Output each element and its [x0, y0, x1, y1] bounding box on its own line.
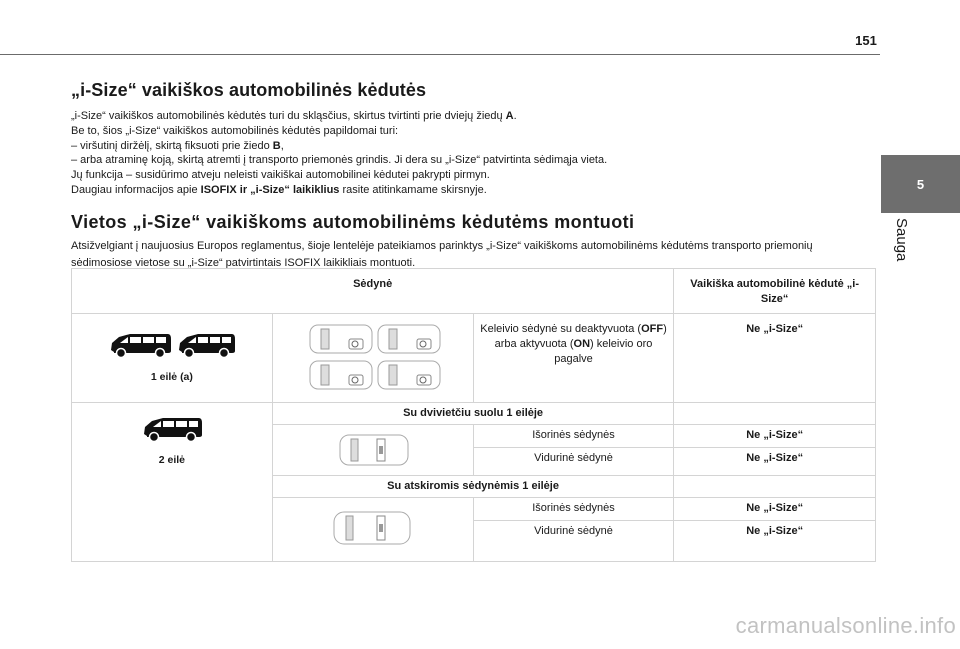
- bench-diagram-cell: [272, 425, 473, 476]
- row2-vehicle-cell: [72, 403, 273, 562]
- bench-middle-label: Vidurinė sėdynė: [473, 448, 674, 476]
- row1-description: Keleivio sėdynė su deaktyvuota (OFF) arba aktyvuota (ON) keleivio oro pagalve: [473, 314, 674, 403]
- separate-heading: Su atskiromis sėdynėmis 1 eilėje: [272, 476, 674, 498]
- section1-body: [71, 109, 876, 198]
- separate-outer-label: Išorinės sėdynės: [473, 498, 674, 521]
- bench-middle-value: Ne „i-Size“: [674, 448, 876, 476]
- section-title-isize-positions: Vietos „i-Size“ vaikiškoms automobilinėms kėdutėms montuoti: [71, 211, 635, 232]
- row1-diagram-cell: [272, 314, 473, 403]
- body-line: „i-Size“ vaikiškos automobilinės kėdutės turi du skląsčius, skirtus tvirtinti prie dviejų žiedų A.: [71, 110, 517, 122]
- seat-diagram-icon: [309, 359, 373, 391]
- watermark: carmanualsonline.info: [735, 613, 956, 638]
- body-line: – arba atraminę koją, skirtą atremti į transporto priemonės grindis. Ji dera su „i-Size“ patvirtinta sėdimąja vieta.: [71, 154, 608, 167]
- separate-diagram-cell: [272, 498, 473, 562]
- seat-diagram-icon: [377, 359, 441, 391]
- seat-diagram-icon: [377, 323, 441, 355]
- empty-cell: [674, 476, 876, 498]
- van-icon: [141, 415, 203, 443]
- body-line: Be to, šios „i-Size“ vaikiškos automobilinės kėdutės papildomai turi:: [71, 124, 399, 137]
- row1-value: Ne „i-Size“: [674, 314, 876, 403]
- bench-heading: Su dvivietčiu suolu 1 eilėje: [272, 403, 674, 425]
- section-title-isize-seats: „i-Size“ vaikiškos automobilinės kėdutės: [71, 80, 427, 100]
- van-long-icon: [108, 331, 172, 359]
- chapter-label: Sauga: [893, 218, 910, 262]
- bench-outer-label: Išorinės sėdynės: [473, 425, 674, 448]
- body-line: Daugiau informacijos apie ISOFIX ir „i-Size“ laikiklius rasite atitinkamame skirsnyje.: [71, 183, 487, 196]
- header-divider: [0, 54, 880, 55]
- chapter-tab[interactable]: 5: [881, 155, 960, 213]
- seat-diagram-icon: [309, 323, 373, 355]
- section2-intro: Atsižvelgiant į naujuosius Europos reglamentus, šioje lentelėje pateikiamos parinktys „i-Size“ vaikiškoms automobilinėms kėdutėms transporto priemonių sėdimosiose vietose su „i-Size“ patvirtintais ISOFIX laikikliais montuoti.: [71, 239, 813, 269]
- row1-vehicle-cell: [72, 314, 273, 403]
- body-line: – viršutinį diržėlį, skirtą fiksuoti prie žiedo B,: [71, 139, 284, 152]
- row1-label: 1 eilė (a): [150, 371, 193, 383]
- seat-diagram-icon: [333, 510, 411, 546]
- empty-cell: [674, 403, 876, 425]
- table-header-seat: Sėdynė: [72, 269, 674, 314]
- page-number: 151: [855, 33, 877, 48]
- body-line: Jų funkcija – susidūrimo atveju neleisti vaikiškai automobilinei kėdutei pakrypti pirmyn.: [71, 169, 490, 182]
- bench-outer-value: Ne „i-Size“: [674, 425, 876, 448]
- separate-middle-value: Ne „i-Size“: [674, 521, 876, 562]
- seat-diagram-icon: [339, 433, 409, 467]
- table-header-child-seat: Vaikiška automobilinė kėdutė „i-Size“: [674, 269, 876, 314]
- separate-outer-value: Ne „i-Size“: [674, 498, 876, 521]
- row2-label: 2 eilė: [158, 454, 186, 466]
- main-content: [71, 80, 876, 272]
- isize-positions-table: [71, 268, 876, 562]
- separate-middle-label: Vidurinė sėdynė: [473, 521, 674, 562]
- van-extra-long-icon: [176, 331, 236, 359]
